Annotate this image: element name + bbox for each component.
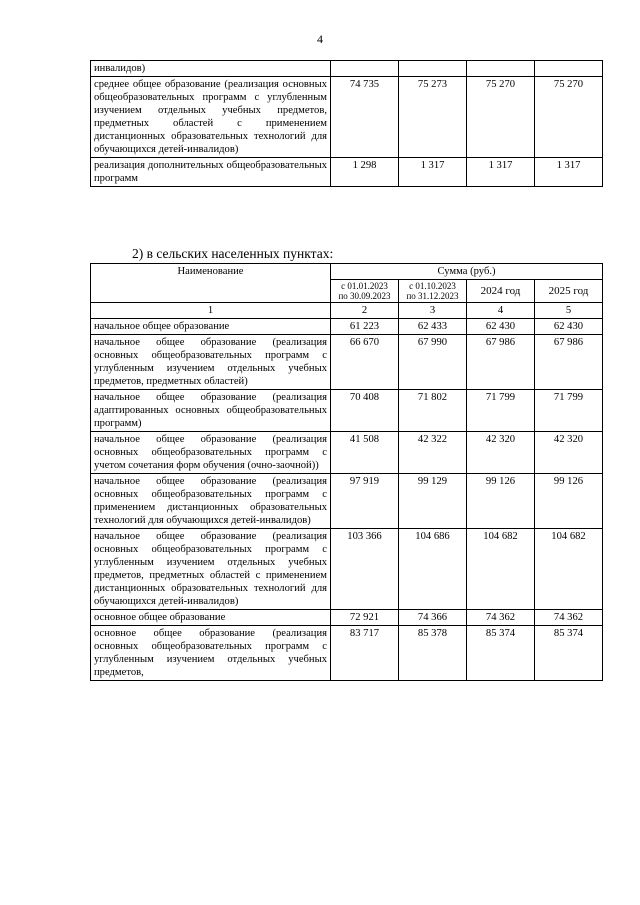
row-value: 99 126 (467, 474, 535, 529)
row-value: 61 223 (331, 319, 399, 335)
header-period-2-to: по 31.12.2023 (406, 291, 459, 301)
row-value (535, 61, 603, 77)
row-value: 85 378 (399, 626, 467, 681)
row-name: среднее общее образование (реализация основных общеобразовательных программ с углубленным изучением отдельных учебных предметов, предметных областей с применением дистанционных образовательных технологий для обучающихся детей-инвалидов) (91, 77, 331, 158)
row-value: 99 126 (535, 474, 603, 529)
row-value: 72 921 (331, 610, 399, 626)
row-value: 99 129 (399, 474, 467, 529)
table-row (91, 390, 603, 432)
column-number: 2 (331, 303, 399, 319)
row-value: 66 670 (331, 335, 399, 390)
header-period-1-from: с 01.01.2023 (341, 281, 388, 291)
row-value: 67 990 (399, 335, 467, 390)
header-year-2025: 2025 год (535, 280, 603, 303)
row-value: 74 735 (331, 77, 399, 158)
row-value: 42 320 (535, 432, 603, 474)
row-value (467, 61, 535, 77)
header-row (91, 264, 603, 280)
row-value: 62 430 (467, 319, 535, 335)
row-value: 103 366 (331, 529, 399, 610)
row-value: 85 374 (535, 626, 603, 681)
row-value: 1 317 (399, 158, 467, 187)
table-row (91, 529, 603, 610)
header-period-1-to: по 30.09.2023 (338, 291, 391, 301)
header-year-2024: 2024 год (467, 280, 535, 303)
row-value: 62 430 (535, 319, 603, 335)
header-period-2-from: с 01.10.2023 (409, 281, 456, 291)
column-number: 5 (535, 303, 603, 319)
column-number: 4 (467, 303, 535, 319)
row-value: 74 362 (535, 610, 603, 626)
column-number-row (91, 303, 603, 319)
row-value: 75 270 (535, 77, 603, 158)
row-value: 70 408 (331, 390, 399, 432)
row-name: начальное общее образование (реализация основных общеобразовательных программ с углубленным изучением отдельных учебных предметов, предметных областей) (91, 335, 331, 390)
row-value: 74 362 (467, 610, 535, 626)
header-period-1 (331, 280, 399, 303)
row-value: 62 433 (399, 319, 467, 335)
row-value: 1 317 (535, 158, 603, 187)
table-row (91, 335, 603, 390)
row-value: 1 317 (467, 158, 535, 187)
row-value: 74 366 (399, 610, 467, 626)
row-name: реализация дополнительных общеобразовательных программ (91, 158, 331, 187)
row-value: 71 802 (399, 390, 467, 432)
row-value: 104 686 (399, 529, 467, 610)
row-value: 104 682 (467, 529, 535, 610)
row-name: инвалидов) (91, 61, 331, 77)
row-value: 42 320 (467, 432, 535, 474)
header-sum: Сумма (руб.) (331, 264, 603, 280)
row-value: 75 273 (399, 77, 467, 158)
row-value: 67 986 (467, 335, 535, 390)
row-value (399, 61, 467, 77)
row-name: основное общее образование (91, 610, 331, 626)
row-name: начальное общее образование (реализация адаптированных основных общеобразовательных программ) (91, 390, 331, 432)
row-value: 42 322 (399, 432, 467, 474)
page-number: 4 (317, 32, 323, 46)
row-name: начальное общее образование (реализация основных общеобразовательных программ с углубленным изучением отдельных учебных предметов, предметных областей с применением дистанционных образовательных технологий для обучающихся детей-инвалидов) (91, 529, 331, 610)
row-value: 97 919 (331, 474, 399, 529)
row-value: 75 270 (467, 77, 535, 158)
row-name: начальное общее образование (реализация основных общеобразовательных программ с применением дистанционных образовательных технологий для обучающихся детей-инвалидов) (91, 474, 331, 529)
table-row (91, 77, 603, 158)
table-row (91, 158, 603, 187)
header-name: Наименование (91, 264, 331, 303)
table-row (91, 319, 603, 335)
row-value: 83 717 (331, 626, 399, 681)
column-number: 3 (399, 303, 467, 319)
section-title: 2) в сельских населенных пунктах: (132, 246, 334, 261)
table-row (91, 626, 603, 681)
table-continuation (90, 60, 603, 187)
column-number: 1 (91, 303, 331, 319)
table-row (91, 610, 603, 626)
row-name: начальное общее образование (реализация основных общеобразовательных программ с учетом сочетания форм обучения (очно-заочной)) (91, 432, 331, 474)
table-row (91, 474, 603, 529)
row-name: основное общее образование (реализация основных общеобразовательных программ с углубленным изучением отдельных учебных предметов, (91, 626, 331, 681)
row-value: 67 986 (535, 335, 603, 390)
row-value: 71 799 (535, 390, 603, 432)
row-value: 85 374 (467, 626, 535, 681)
row-name: начальное общее образование (91, 319, 331, 335)
header-period-2 (399, 280, 467, 303)
row-value: 104 682 (535, 529, 603, 610)
row-value: 1 298 (331, 158, 399, 187)
table-row (91, 61, 603, 77)
row-value: 71 799 (467, 390, 535, 432)
table-rural (90, 263, 603, 681)
row-value: 41 508 (331, 432, 399, 474)
row-value (331, 61, 399, 77)
table-row (91, 432, 603, 474)
